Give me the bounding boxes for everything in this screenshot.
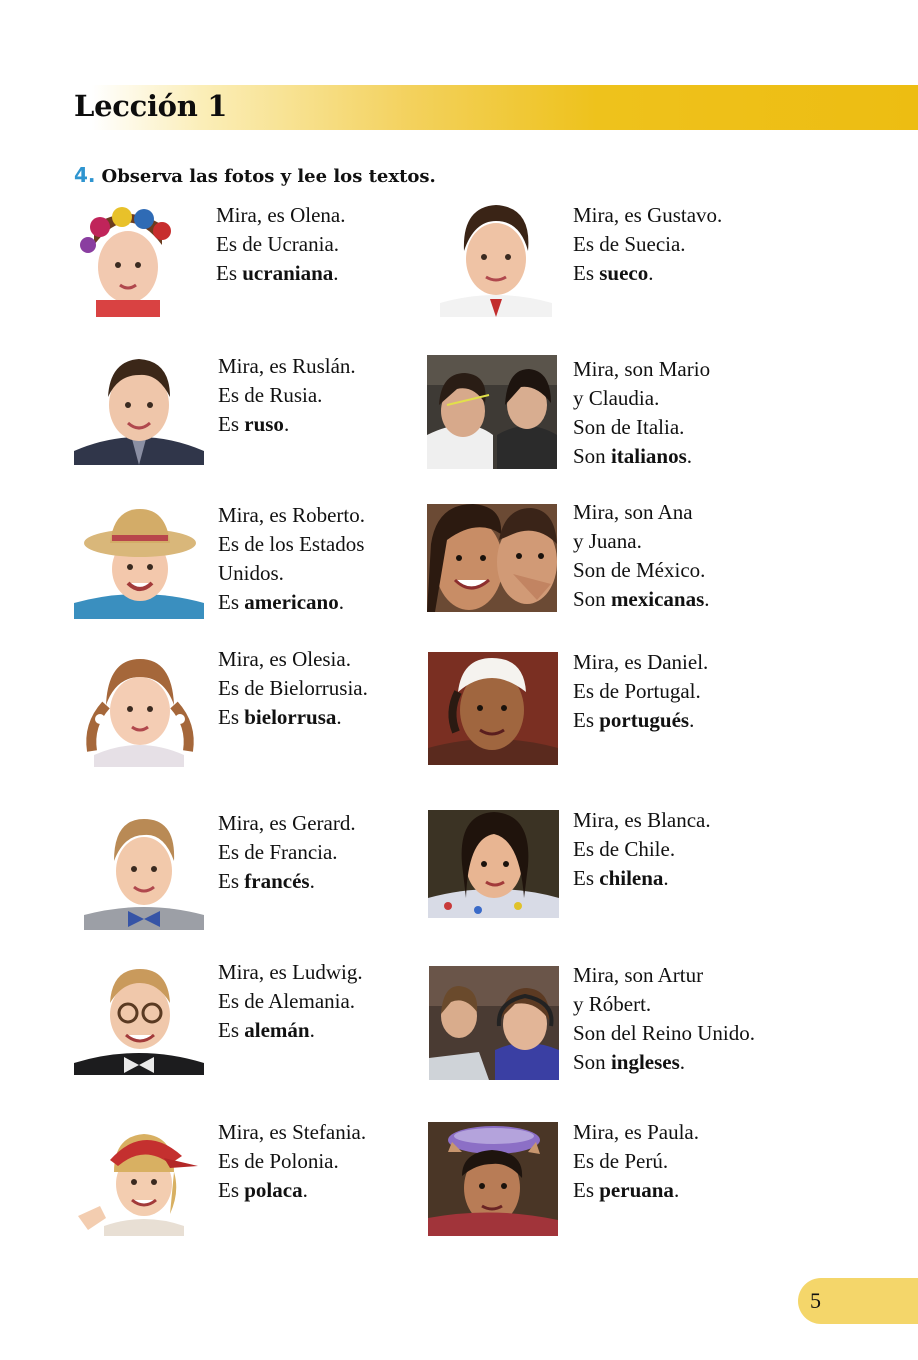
- photo-ruslan: [74, 353, 204, 465]
- caption-nationality: Es americano.: [218, 590, 344, 614]
- caption-ana-juana: [573, 498, 710, 614]
- photo-olena: [74, 205, 182, 317]
- exercise-instruction: [74, 163, 436, 187]
- exercise-number: 4.: [74, 163, 96, 187]
- caption-line: Mira, es Roberto.: [218, 503, 365, 527]
- caption-gerard: [218, 809, 356, 896]
- caption-line: Mira, es Blanca.: [573, 808, 711, 832]
- caption-paula: [573, 1118, 699, 1205]
- exercise-text: Observa las fotos y lee los textos.: [101, 166, 436, 187]
- caption-line: Es de Ucrania.: [216, 232, 340, 256]
- caption-line: Es de Francia.: [218, 840, 338, 864]
- photo-artur-robert: [429, 966, 559, 1080]
- caption-line: Mira, es Daniel.: [573, 650, 709, 674]
- caption-line: Es de Portugal.: [573, 679, 701, 703]
- caption-artur-robert: [573, 961, 755, 1077]
- caption-line: Mira, es Gustavo.: [573, 203, 723, 227]
- caption-nationality: Es alemán.: [218, 1018, 315, 1042]
- caption-stefania: [218, 1118, 366, 1205]
- caption-line: Mira, es Ludwig.: [218, 960, 363, 984]
- photo-ana-juana: [427, 504, 557, 612]
- caption-nationality: Es polaca.: [218, 1178, 308, 1202]
- caption-line: Es de Alemania.: [218, 989, 356, 1013]
- caption-line: Es de los Estados: [218, 532, 365, 556]
- caption-nationality: Son ingleses.: [573, 1050, 686, 1074]
- caption-line: Mira, es Olesia.: [218, 647, 351, 671]
- page-number: 5: [810, 1288, 821, 1313]
- caption-ludwig: [218, 958, 363, 1045]
- caption-line: Mira, es Gerard.: [218, 811, 356, 835]
- caption-line: y Claudia.: [573, 386, 660, 410]
- caption-line: y Juana.: [573, 529, 642, 553]
- caption-mario-claudia: [573, 355, 710, 471]
- photo-blanca: [428, 810, 559, 918]
- caption-line: Mira, son Artur: [573, 963, 704, 987]
- caption-line: Es de Bielorrusia.: [218, 676, 368, 700]
- caption-nationality: Es portugués.: [573, 708, 695, 732]
- caption-line: Son de México.: [573, 558, 706, 582]
- caption-line: y Róbert.: [573, 992, 652, 1016]
- photo-olesia: [74, 655, 204, 767]
- caption-olesia: [218, 645, 368, 732]
- caption-line: Es de Perú.: [573, 1149, 669, 1173]
- caption-line: Mira, son Mario: [573, 357, 711, 381]
- caption-olena: [216, 201, 345, 288]
- photo-ludwig: [74, 963, 204, 1075]
- photo-daniel: [428, 652, 558, 765]
- caption-line: Unidos.: [218, 561, 284, 585]
- caption-line: Mira, es Stefania.: [218, 1120, 367, 1144]
- photo-mario-claudia: [427, 355, 557, 469]
- caption-nationality: Es sueco.: [573, 261, 654, 285]
- caption-nationality: Es ucraniana.: [216, 261, 339, 285]
- caption-line: Mira, son Ana: [573, 500, 693, 524]
- caption-line: Es de Chile.: [573, 837, 676, 861]
- caption-line: Mira, es Ruslán.: [218, 354, 356, 378]
- caption-nationality: Son mexicanas.: [573, 587, 710, 611]
- caption-nationality: Es ruso.: [218, 412, 290, 436]
- caption-nationality: Es bielorrusa.: [218, 705, 342, 729]
- caption-nationality: Es peruana.: [573, 1178, 680, 1202]
- caption-line: Es de Polonia.: [218, 1149, 339, 1173]
- caption-nationality: Son italianos.: [573, 444, 693, 468]
- photo-stefania: [74, 1122, 204, 1236]
- caption-blanca: [573, 806, 711, 893]
- photo-gerard: [84, 815, 204, 930]
- caption-ruslan: [218, 352, 356, 439]
- caption-nationality: Es francés.: [218, 869, 315, 893]
- caption-line: Es de Suecia.: [573, 232, 686, 256]
- photo-gustavo: [440, 203, 552, 317]
- caption-roberto: [218, 501, 365, 617]
- caption-gustavo: [573, 201, 722, 288]
- caption-line: Son del Reino Unido.: [573, 1021, 755, 1045]
- caption-line: Son de Italia.: [573, 415, 685, 439]
- caption-daniel: [573, 648, 708, 735]
- photo-roberto: [74, 507, 204, 619]
- caption-nationality: Es chilena.: [573, 866, 669, 890]
- caption-line: Es de Rusia.: [218, 383, 323, 407]
- photo-paula: [428, 1122, 558, 1236]
- caption-line: Mira, es Olena.: [216, 203, 346, 227]
- lesson-title: Lección 1: [74, 89, 228, 123]
- caption-line: Mira, es Paula.: [573, 1120, 699, 1144]
